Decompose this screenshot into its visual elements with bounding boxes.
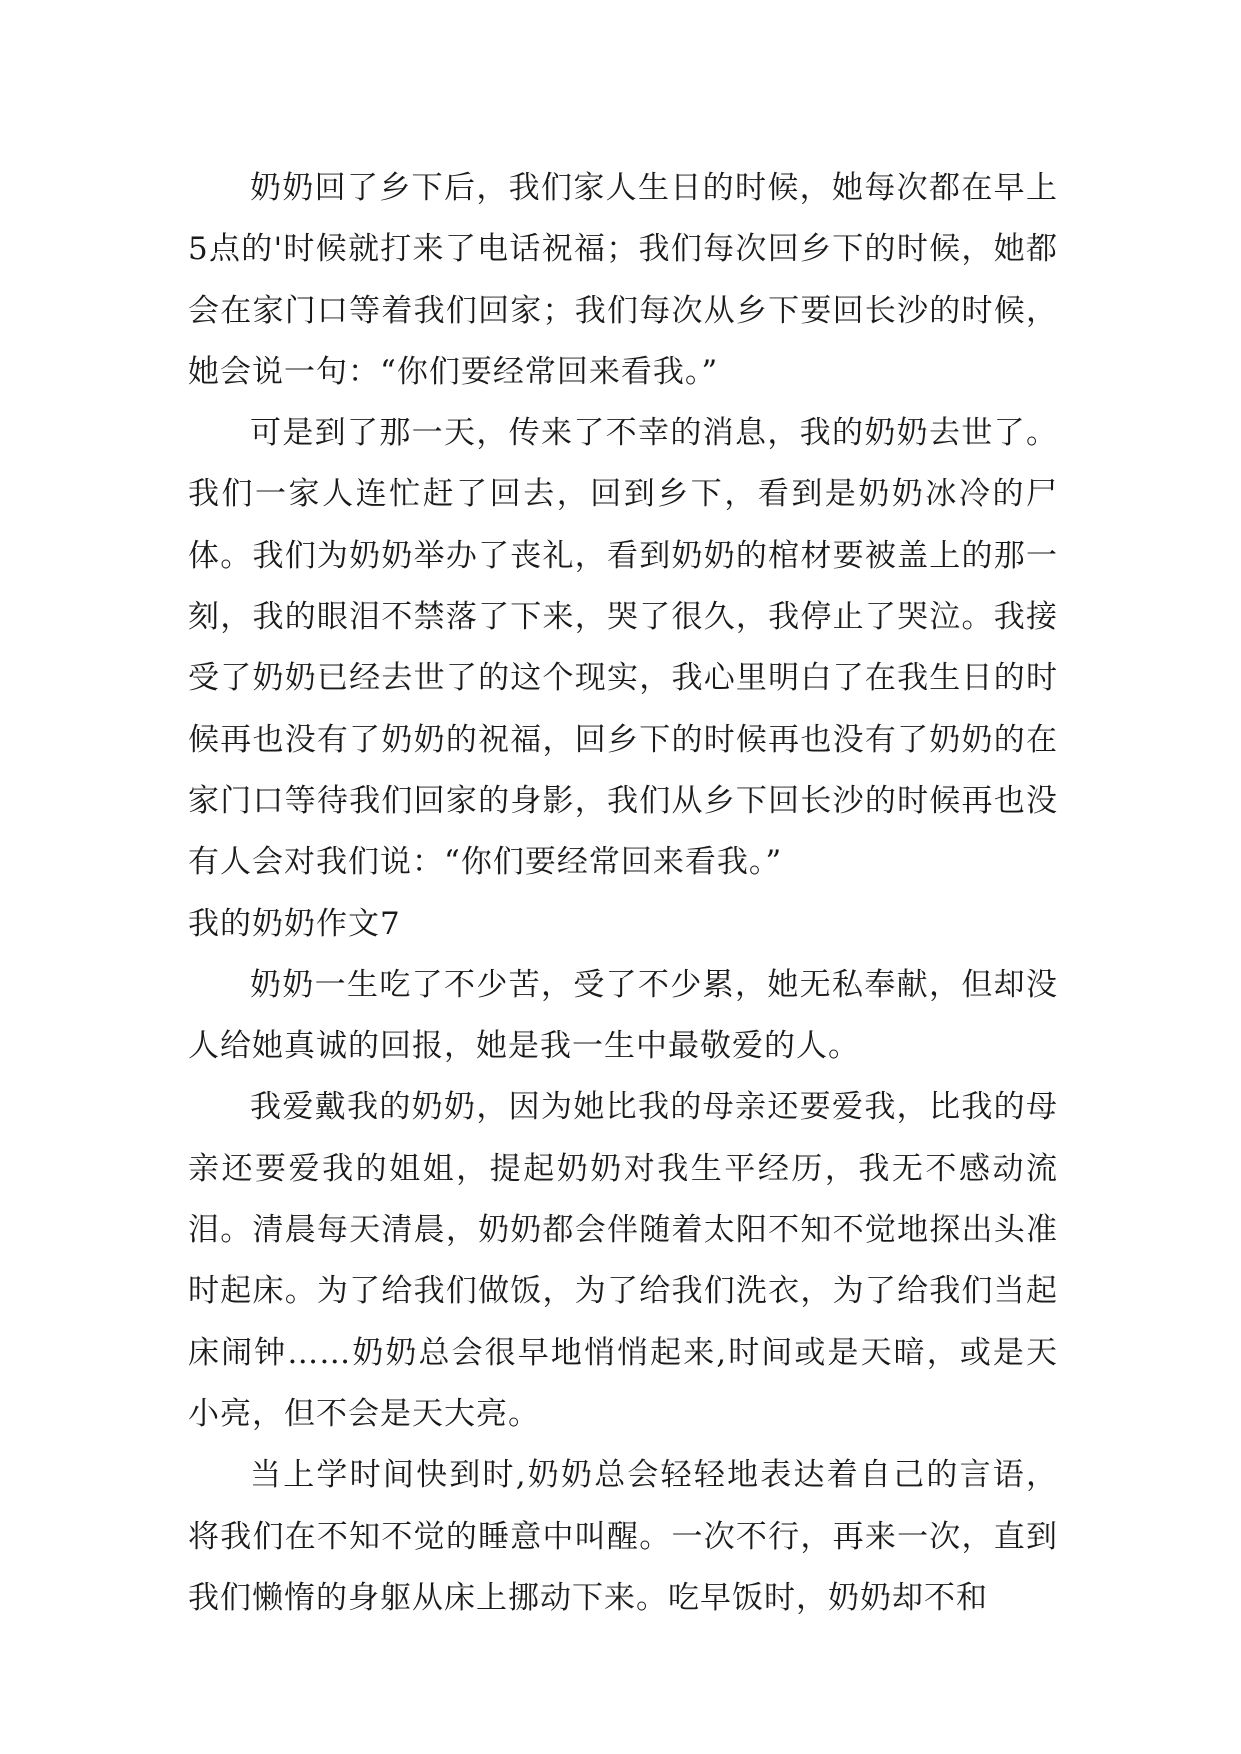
document-body xyxy=(188,158,1058,1629)
paragraph: 奶奶回了乡下后，我们家人生日的时候，她每次都在早上5点的'时候就打来了电话祝福；我们每次回乡下的时候，她都会在家门口等着我们回家；我们每次从乡下要回长沙的时候，她会说一句：“你们要经常回来看我。” xyxy=(188,170,1058,390)
section-heading: 我的奶奶作文7 xyxy=(188,905,401,942)
paragraph: 当上学时间快到时,奶奶总会轻轻地表达着自己的言语，将我们在不知不觉的睡意中叫醒。一次不行，再来一次，直到我们懒惰的身躯从床上挪动下来。吃早饭时，奶奶却不和 xyxy=(188,1457,1058,1616)
paragraph: 我爱戴我的奶奶，因为她比我的母亲还要爱我，比我的母亲还要爱我的姐姐，提起奶奶对我生平经历，我无不感动流泪。清晨每天清晨，奶奶都会伴随着太阳不知不觉地探出头准时起床。为了给我们做饭，为了给我们洗衣，为了给我们当起床闹钟……奶奶总会很早地悄悄起来,时间或是天暗，或是天小亮，但不会是天大亮。 xyxy=(188,1089,1058,1432)
paragraph: 奶奶一生吃了不少苦，受了不少累，她无私奉献，但却没人给她真诚的回报，她是我一生中最敬爱的人。 xyxy=(188,966,1058,1065)
paragraph: 可是到了那一天，传来了不幸的消息，我的奶奶去世了。我们一家人连忙赶了回去，回到乡下，看到是奶奶冰冷的尸体。我们为奶奶举办了丧礼，看到奶奶的棺材要被盖上的那一刻，我的眼泪不禁落了下来，哭了很久，我停止了哭泣。我接受了奶奶已经去世了的这个现实，我心里明白了在我生日的时候再也没有了奶奶的祝福，回乡下的时候再也没有了奶奶的在家门口等待我们回家的身影，我们从乡下回长沙的时候再也没有人会对我们说：“你们要经常回来看我。” xyxy=(188,415,1058,881)
